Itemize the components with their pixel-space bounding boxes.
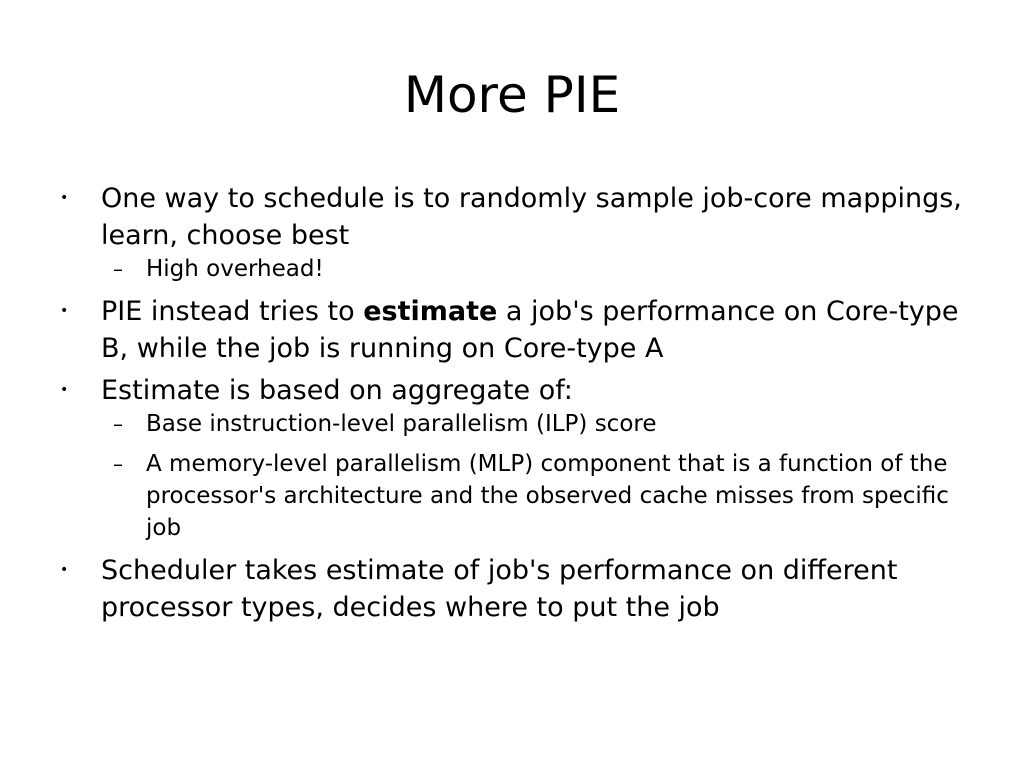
bullet-marker: • [60,562,69,578]
sub-bullet-item [0,253,956,285]
sub-bullet-item [0,408,956,440]
bullet-text-before: PIE instead tries to [101,296,355,327]
bullet-marker: • [60,190,69,206]
sub-bullet-text: High overhead! [146,256,324,282]
bullet-text: Scheduler takes estimate of job's performance on different processor types, decides where to put the job [101,555,898,623]
bullet-item [0,180,971,254]
bullet-text-after: a job's performance on Core-type B, while the job is running on Core-type A [101,296,959,364]
bullet-item [0,372,971,409]
sub-bullet-marker: – [113,412,123,436]
slide-title: More PIE [403,66,621,124]
bullet-marker: • [60,303,69,319]
bullet-text-emphasis: estimate [363,296,498,327]
bullet-text: One way to schedule is to randomly sample job-core mappings, learn, choose best [101,183,962,251]
sub-bullet-item [0,448,956,544]
bullet-item [0,552,971,626]
sub-bullet-text: A memory-level parallelism (MLP) component that is a function of the processor's architecture and the observed cache misses from specific job [146,451,949,541]
bullet-list [0,180,1024,631]
sub-bullet-marker: – [113,257,123,281]
sub-bullet-marker: – [113,452,123,476]
bullet-text: Estimate is based on aggregate of: [101,375,573,406]
bullet-marker: • [60,382,69,398]
bullet-item [0,293,971,367]
sub-bullet-text: Base instruction-level parallelism (ILP) score [146,411,657,437]
